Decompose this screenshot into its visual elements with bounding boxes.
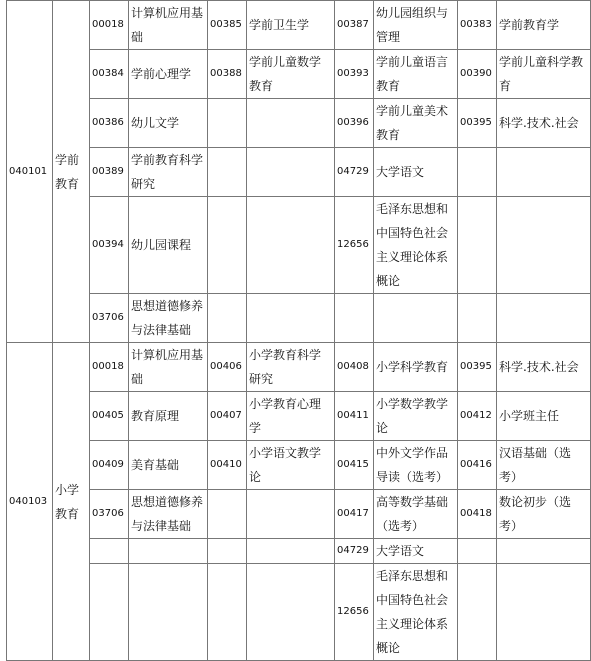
course-code: 03706 — [90, 490, 129, 539]
course-code: 00406 — [208, 343, 247, 392]
course-name: 科学.技术.社会 — [497, 343, 591, 392]
course-code: 00412 — [458, 392, 497, 441]
course-name: 科学.技术.社会 — [497, 99, 591, 148]
course-name — [497, 148, 591, 197]
course-name: 小学语文教学论 — [247, 441, 335, 490]
course-name: 中外文学作品导读（选考） — [374, 441, 458, 490]
course-table-body — [7, 1, 591, 661]
course-code — [208, 564, 247, 661]
course-name: 学前儿童科学教育 — [497, 50, 591, 99]
course-name: 学前教育科学研究 — [129, 148, 208, 197]
course-code: 00411 — [335, 392, 374, 441]
course-name — [497, 564, 591, 661]
course-name: 小学数学教学论 — [374, 392, 458, 441]
table-row — [7, 392, 591, 441]
course-name: 思想道德修养与法律基础 — [129, 490, 208, 539]
table-row — [7, 99, 591, 148]
table-row — [7, 539, 591, 564]
course-code: 00385 — [208, 1, 247, 50]
course-name — [247, 564, 335, 661]
course-name — [497, 539, 591, 564]
table-row — [7, 1, 591, 50]
course-code: 00386 — [90, 99, 129, 148]
course-name: 计算机应用基础 — [129, 1, 208, 50]
table-row — [7, 343, 591, 392]
course-name — [497, 197, 591, 294]
course-name: 高等数学基础（选考） — [374, 490, 458, 539]
course-code — [208, 99, 247, 148]
course-name: 学前儿童数学教育 — [247, 50, 335, 99]
course-code: 00396 — [335, 99, 374, 148]
course-name — [247, 294, 335, 343]
course-code — [208, 490, 247, 539]
course-code — [208, 539, 247, 564]
course-name: 幼儿文学 — [129, 99, 208, 148]
course-name — [247, 197, 335, 294]
course-code: 12656 — [335, 564, 374, 661]
course-code — [208, 197, 247, 294]
course-code: 04729 — [335, 539, 374, 564]
course-name — [247, 490, 335, 539]
course-name: 学前心理学 — [129, 50, 208, 99]
course-code — [458, 197, 497, 294]
course-name: 小学教育心理学 — [247, 392, 335, 441]
course-name: 大学语文 — [374, 539, 458, 564]
course-code — [90, 539, 129, 564]
course-code: 00417 — [335, 490, 374, 539]
course-code: 00388 — [208, 50, 247, 99]
course-code — [335, 294, 374, 343]
course-code — [90, 564, 129, 661]
course-name: 小学班主任 — [497, 392, 591, 441]
course-code: 00410 — [208, 441, 247, 490]
table-row — [7, 197, 591, 294]
program-name: 学前教育 — [53, 1, 90, 343]
course-name: 教育原理 — [129, 392, 208, 441]
course-name: 毛泽东思想和中国特色社会主义理论体系概论 — [374, 197, 458, 294]
course-name: 学前卫生学 — [247, 1, 335, 50]
course-name: 小学科学教育 — [374, 343, 458, 392]
course-name — [129, 564, 208, 661]
course-name — [247, 539, 335, 564]
course-code — [208, 294, 247, 343]
course-code: 00390 — [458, 50, 497, 99]
course-table — [6, 0, 591, 661]
course-code: 00383 — [458, 1, 497, 50]
course-code: 04729 — [335, 148, 374, 197]
course-name: 小学教育科学研究 — [247, 343, 335, 392]
course-code — [458, 148, 497, 197]
course-code: 00395 — [458, 99, 497, 148]
course-name: 学前儿童语言教育 — [374, 50, 458, 99]
course-code: 00407 — [208, 392, 247, 441]
course-name: 汉语基础（选考） — [497, 441, 591, 490]
course-name: 美育基础 — [129, 441, 208, 490]
table-row — [7, 148, 591, 197]
program-name: 小学教育 — [53, 343, 90, 661]
course-name: 毛泽东思想和中国特色社会主义理论体系概论 — [374, 564, 458, 661]
course-name: 大学语文 — [374, 148, 458, 197]
course-code: 00405 — [90, 392, 129, 441]
course-code: 00393 — [335, 50, 374, 99]
course-name: 学前儿童美术教育 — [374, 99, 458, 148]
course-code: 00418 — [458, 490, 497, 539]
course-code — [208, 148, 247, 197]
course-code: 00395 — [458, 343, 497, 392]
course-name: 思想道德修养与法律基础 — [129, 294, 208, 343]
course-code: 00018 — [90, 343, 129, 392]
table-row — [7, 564, 591, 661]
course-code: 00408 — [335, 343, 374, 392]
course-name — [129, 539, 208, 564]
course-code — [458, 564, 497, 661]
program-code: 040103 — [7, 343, 53, 661]
course-code: 00416 — [458, 441, 497, 490]
table-row — [7, 490, 591, 539]
course-name: 幼儿园组织与管理 — [374, 1, 458, 50]
course-code: 00389 — [90, 148, 129, 197]
course-code: 00387 — [335, 1, 374, 50]
course-name: 幼儿园课程 — [129, 197, 208, 294]
course-code — [458, 294, 497, 343]
course-code — [458, 539, 497, 564]
course-code: 03706 — [90, 294, 129, 343]
course-name: 数论初步（选考） — [497, 490, 591, 539]
table-row — [7, 294, 591, 343]
program-code: 040101 — [7, 1, 53, 343]
course-name: 学前教育学 — [497, 1, 591, 50]
course-name — [247, 99, 335, 148]
course-name — [497, 294, 591, 343]
table-row — [7, 441, 591, 490]
course-code: 00384 — [90, 50, 129, 99]
course-code: 00394 — [90, 197, 129, 294]
table-row — [7, 50, 591, 99]
course-name — [374, 294, 458, 343]
course-code: 12656 — [335, 197, 374, 294]
course-code: 00415 — [335, 441, 374, 490]
course-name: 计算机应用基础 — [129, 343, 208, 392]
course-code: 00018 — [90, 1, 129, 50]
course-name — [247, 148, 335, 197]
course-code: 00409 — [90, 441, 129, 490]
